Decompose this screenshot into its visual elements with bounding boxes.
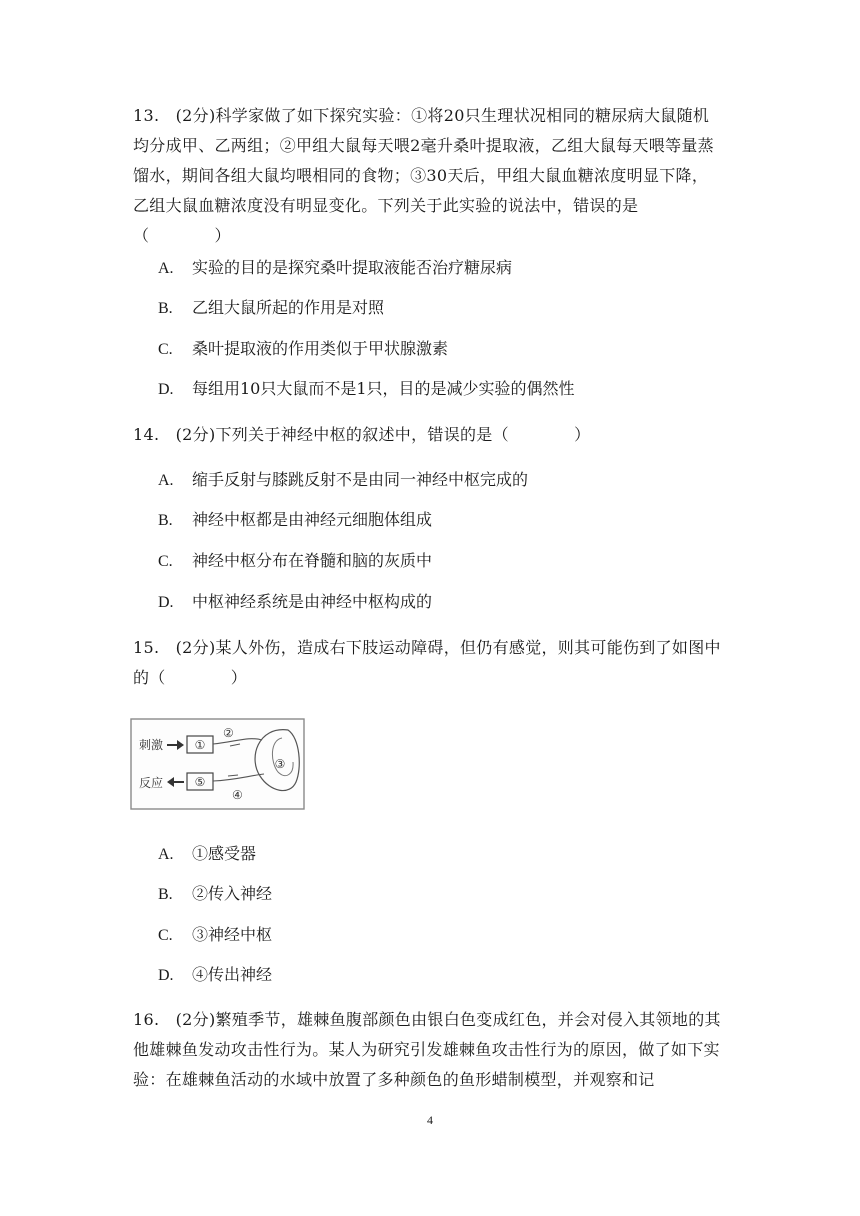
option-letter: A. <box>158 260 174 277</box>
option-text: 神经中枢分布在脊髓和脑的灰质中 <box>192 551 433 570</box>
option-text: ①感受器 <box>192 844 257 863</box>
figure-label-response: 反应 <box>139 776 164 790</box>
option-letter: D. <box>158 594 174 611</box>
option-text: 缩手反射与膝跳反射不是由同一神经中枢完成的 <box>192 470 529 489</box>
question-13-option-c <box>158 337 448 362</box>
option-letter: B. <box>158 886 173 903</box>
option-letter: A. <box>158 846 174 863</box>
option-letter: D. <box>158 381 174 398</box>
page-number: 4 <box>427 1113 433 1127</box>
option-text: 神经中枢都是由神经元细胞体组成 <box>192 510 433 529</box>
question-14-option-a <box>158 468 528 493</box>
option-letter: C. <box>158 927 173 944</box>
option-text: 实验的目的是探究桑叶提取液能否治疗糖尿病 <box>192 258 513 277</box>
option-text: ②传入神经 <box>192 884 273 903</box>
question-13-option-b <box>158 296 384 321</box>
option-text: ③神经中枢 <box>192 925 273 944</box>
question-16-stem: 16. (2分)繁殖季节，雄棘鱼腹部颜色由银白色变成红色，并会对侵入其领地的其他雄棘鱼发动攻击性行为。某人为研究引发雄棘鱼攻击性行为的原因，做了如下实验：在雄棘鱼活动的水域中放置了多种颜色的鱼形蜡制模型，并观察和记 <box>133 1010 721 1089</box>
option-text: 乙组大鼠所起的作用是对照 <box>192 298 385 317</box>
mark-2: ② <box>223 726 234 740</box>
question-14-option-b <box>158 508 432 533</box>
mark-3: ③ <box>274 757 286 771</box>
option-letter: B. <box>158 300 173 317</box>
question-13-stem: 13. (2分)科学家做了如下探究实验：①将20只生理状况相同的糖尿病大鼠随机均分成甲、乙两组；②甲组大鼠每天喂2毫升桑叶提取液，乙组大鼠每天喂等量蒸馏水，期间各组大鼠均喂相同的食物；③30天后，甲组大鼠血糖浓度明显下降，乙组大鼠血糖浓度没有明显变化。下列关于此实验的说法中，错误的是（ ） <box>133 106 714 245</box>
question-15-stem: 15. (2分)某人外伤，造成右下肢运动障碍，但仍有感觉，则其可能伤到了如图中的（ ） <box>133 638 721 687</box>
option-letter: A. <box>158 472 174 489</box>
option-letter: C. <box>158 341 173 358</box>
option-letter: B. <box>158 512 173 529</box>
option-text: 中枢神经系统是由神经中枢构成的 <box>192 592 433 611</box>
option-letter: D. <box>158 967 174 984</box>
option-text: 每组用10只大鼠而不是1只，目的是减少实验的偶然性 <box>192 379 575 398</box>
question-14-option-c <box>158 549 432 574</box>
question-15-option-a <box>158 842 256 867</box>
mark-1: ① <box>194 738 206 752</box>
mark-4: ④ <box>232 788 243 802</box>
question-15-option-d <box>158 963 272 988</box>
reflex-arc-figure <box>130 718 305 810</box>
mark-5: ⑤ <box>194 775 206 789</box>
question-13-option-a <box>158 256 512 281</box>
question-14-stem: 14. (2分)下列关于神经中枢的叙述中，错误的是（ ） <box>133 425 591 444</box>
question-15-option-c <box>158 923 272 948</box>
figure-label-stimulus: 刺激 <box>139 738 164 752</box>
option-letter: C. <box>158 553 173 570</box>
question-15-option-b <box>158 882 272 907</box>
option-text: ④传出神经 <box>192 965 273 984</box>
option-text: 桑叶提取液的作用类似于甲状腺激素 <box>192 339 449 358</box>
question-14-option-d <box>158 590 432 615</box>
question-13-option-d <box>158 377 575 402</box>
